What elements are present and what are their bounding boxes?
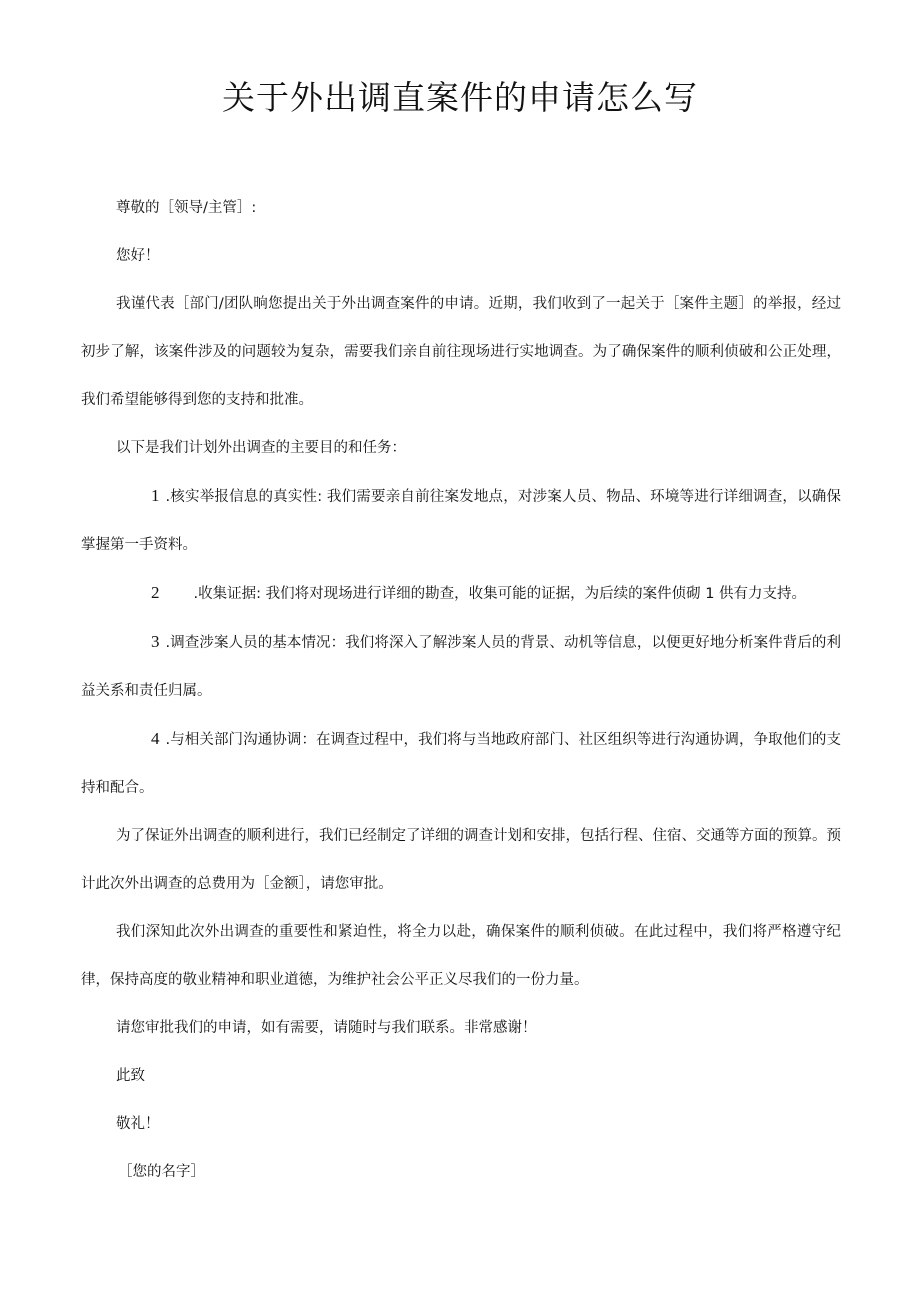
salutation: 尊敬的［领导/主管］: xyxy=(116,200,257,216)
list-item-number: 1 xyxy=(151,486,160,505)
intro-paragraph: 我谨代表［部门/团队晌您提出关于外出调查案件的申请。近期，我们收到了一起关于［案件主题］的举报，经过初步了解，该案件涉及的问题较为复杂，需要我们亲自前往现场进行实地调查。为了确保案件的顺利侦破和公正处理，我们希望能够得到您的支持和批准。 xyxy=(81,296,841,408)
signature: ［您的名字］ xyxy=(118,1164,205,1180)
closing-line-1: 此致 xyxy=(116,1068,145,1084)
document-title: 关于外出调直案件的申请怎么写 xyxy=(222,78,698,117)
list-intro: 以下是我们计划外出调查的主要目的和任务： xyxy=(116,440,406,456)
greeting: 您好！ xyxy=(116,248,160,264)
list-item-text: .与相关部门沟通协调：在调查过程中，我们将与当地政府部门、社区组织等进行沟通协调，争取他们的支持和配合。 xyxy=(81,732,841,796)
list-item-number: 4 xyxy=(151,729,160,748)
list-item xyxy=(81,618,841,715)
list-item-text: .调查涉案人员的基本情况：我们将深入了解涉案人员的背景、动机等信息，以便更好地分析案件背后的利益关系和责任归属。 xyxy=(81,635,841,699)
commitment-paragraph: 我们深知此次外出调查的重要性和紧迫性，将全力以赴，确保案件的顺利侦破。在此过程中，我们将严格遵守纪律，保持高度的敬业精神和职业道德，为维护社会公平正义尽我们的一份力量。 xyxy=(81,924,841,988)
list-item xyxy=(81,715,841,812)
closing-line-2: 敬礼！ xyxy=(116,1116,160,1132)
list-item xyxy=(81,472,841,569)
document-body xyxy=(81,184,841,1196)
list-item xyxy=(81,569,841,618)
budget-paragraph: 为了保证外出调查的顺利进行，我们已经制定了详细的调查计划和安排，包括行程、住宿、交通等方面的预算。预计此次外出调查的总费用为［金额］，请您审批。 xyxy=(81,828,841,892)
request-paragraph: 请您审批我们的申请，如有需要，请随时与我们联系。非常感谢！ xyxy=(116,1020,537,1036)
list-item-text: .收集证据: 我们将对现场进行详细的勘查，收集可能的证据，为后续的案件侦砌 1 供有力支持。 xyxy=(193,586,807,602)
list-item-number: 2 xyxy=(151,583,160,602)
list-item-number: 3 xyxy=(151,632,160,651)
list-item-text: .核实举报信息的真实性: 我们需要亲自前往案发地点，对涉案人员、物品、环境等进行详细调查，以确保掌握第一手资料。 xyxy=(81,489,841,553)
